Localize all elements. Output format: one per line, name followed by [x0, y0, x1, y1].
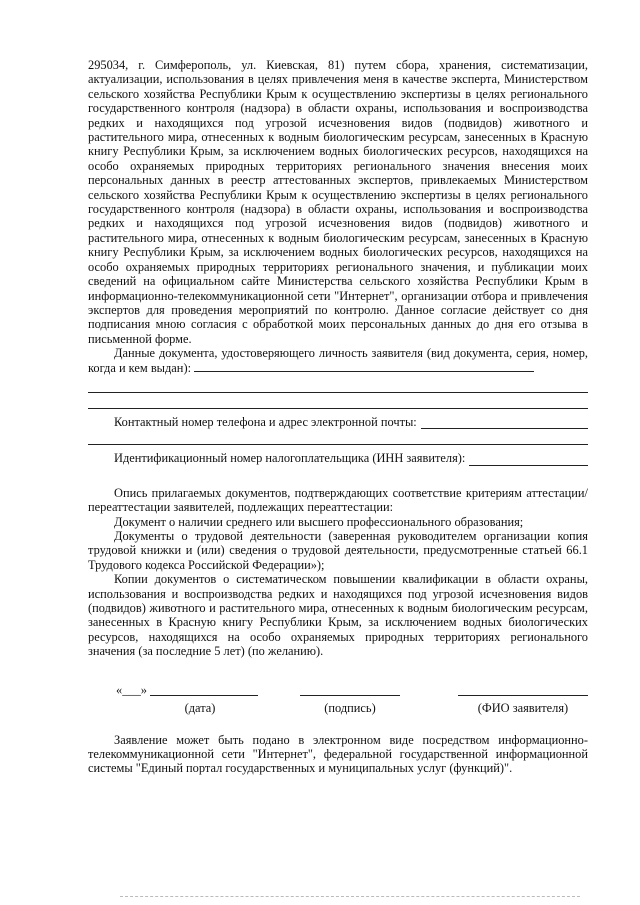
inventory-intro: Опись прилагаемых документов, подтверждающих соответствие критериям аттестации/переаттестации заявителей, подлежащих переаттестации: — [88, 485, 588, 515]
signature-block — [88, 683, 588, 723]
date-line[interactable] — [150, 695, 258, 696]
contact-field — [88, 415, 588, 429]
page-bottom-edge — [120, 896, 580, 900]
consent-paragraph: 295034, г. Симферополь, ул. Киевская, 81) путем сбора, хранения, систематизации, актуализации, использования в целях привлечения меня в качестве эксперта, Министерством сельского хозяйства Республики Крым к осуществлению экспертизы в целях регионального государственного контроля (надзора) в области охраны, использования и воспроизводства редких и находящихся под угрозой исчезновения видов (подвидов) животного и растительного мира, отнесенных к водным биологическим ресурсам, занесенных в Красную книгу Республики Крым, за исключением водных биологических ресурсов, находящихся на особо охраняемых природных территориях регионального значения внесения моих персональных данных в реестр аттестованных экспертов, привлекаемых Министерством сельского хозяйства Республики Крым к осуществлению экспертизы в целях регионального государственного контроля (надзора) в области охраны, использования и воспроизводства редких и находящихся под угрозой исчезновения видов (подвидов) животного и растительного мира, отнесенных к водным биологическим ресурсам, занесенных в Красную книгу Республики Крым, за исключением водных биологических ресурсов, находящихся на особо охраняемых природных территориях регионального значения, и публикации моих сведений на официальном сайте Министерства сельского хозяйства Республики Крым в информационно-телекоммуникационной сети "Интернет", организации отбора и привлечения экспертов для проведения мероприятий по контролю. Данное согласие действует со дня подписания мною согласия с обработкой моих персональных данных до дня его отзыва в письменной форме. — [88, 58, 588, 346]
inn-label: Идентификационный номер налогоплательщика (ИНН заявителя): — [114, 451, 466, 466]
inventory-item-education: Документ о наличии среднего или высшего профессионального образования; — [114, 514, 524, 529]
inn-field — [88, 451, 588, 465]
inn-input-line[interactable] — [469, 453, 588, 466]
identity-document-label-text: Данные документа, удостоверяющего личность заявителя (вид документа, серия, номер, когда и кем выдан): — [88, 346, 588, 375]
electronic-submission-note: Заявление может быть подано в электронном виде посредством информационно-телекоммуникационной сети "Интернет", федеральной государственной информационной системы "Единый портал государственных и муниципальных услуг (функций)". — [88, 732, 588, 776]
contact-input-line[interactable] — [421, 416, 588, 429]
inventory-item-employment: Документы о трудовой деятельности (заверенная руководителем организации копия трудовой книжки и (или) сведения о трудовой деятельности, предусмотренные статьей 66.1 Трудового кодекса Российской Федерации»); — [88, 528, 588, 572]
date-quote: «___» — [116, 682, 147, 697]
contact-label: Контактный номер телефона и адрес электронной почты: — [114, 414, 417, 429]
document-page — [88, 58, 588, 776]
identity-document-line-1[interactable] — [194, 361, 534, 372]
name-caption: (ФИО заявителя) — [477, 700, 569, 715]
inventory-item-qualification: Копии документов о систематическом повышении квалификации в области охраны, использования и воспроизводства редких и находящихся под угрозой исчезновения видов (подвидов) животного и растительного мира, отнесенных к водным биологическим ресурсам, занесенных в Красную книгу Республики Крым, за исключением водных биологических ресурсов, находящихся на особо охраняемых природных территориях регионального значения (за последние 5 лет) (по желанию). — [88, 572, 588, 659]
signature-caption: (подпись) — [324, 700, 376, 715]
contact-input-line-2[interactable] — [88, 431, 588, 445]
date-caption: (дата) — [184, 700, 216, 715]
identity-document-line-3[interactable] — [88, 395, 588, 409]
identity-document-line-2[interactable] — [88, 379, 588, 393]
identity-document-label — [88, 346, 588, 375]
name-line[interactable] — [458, 695, 588, 696]
signature-line[interactable] — [300, 695, 400, 696]
